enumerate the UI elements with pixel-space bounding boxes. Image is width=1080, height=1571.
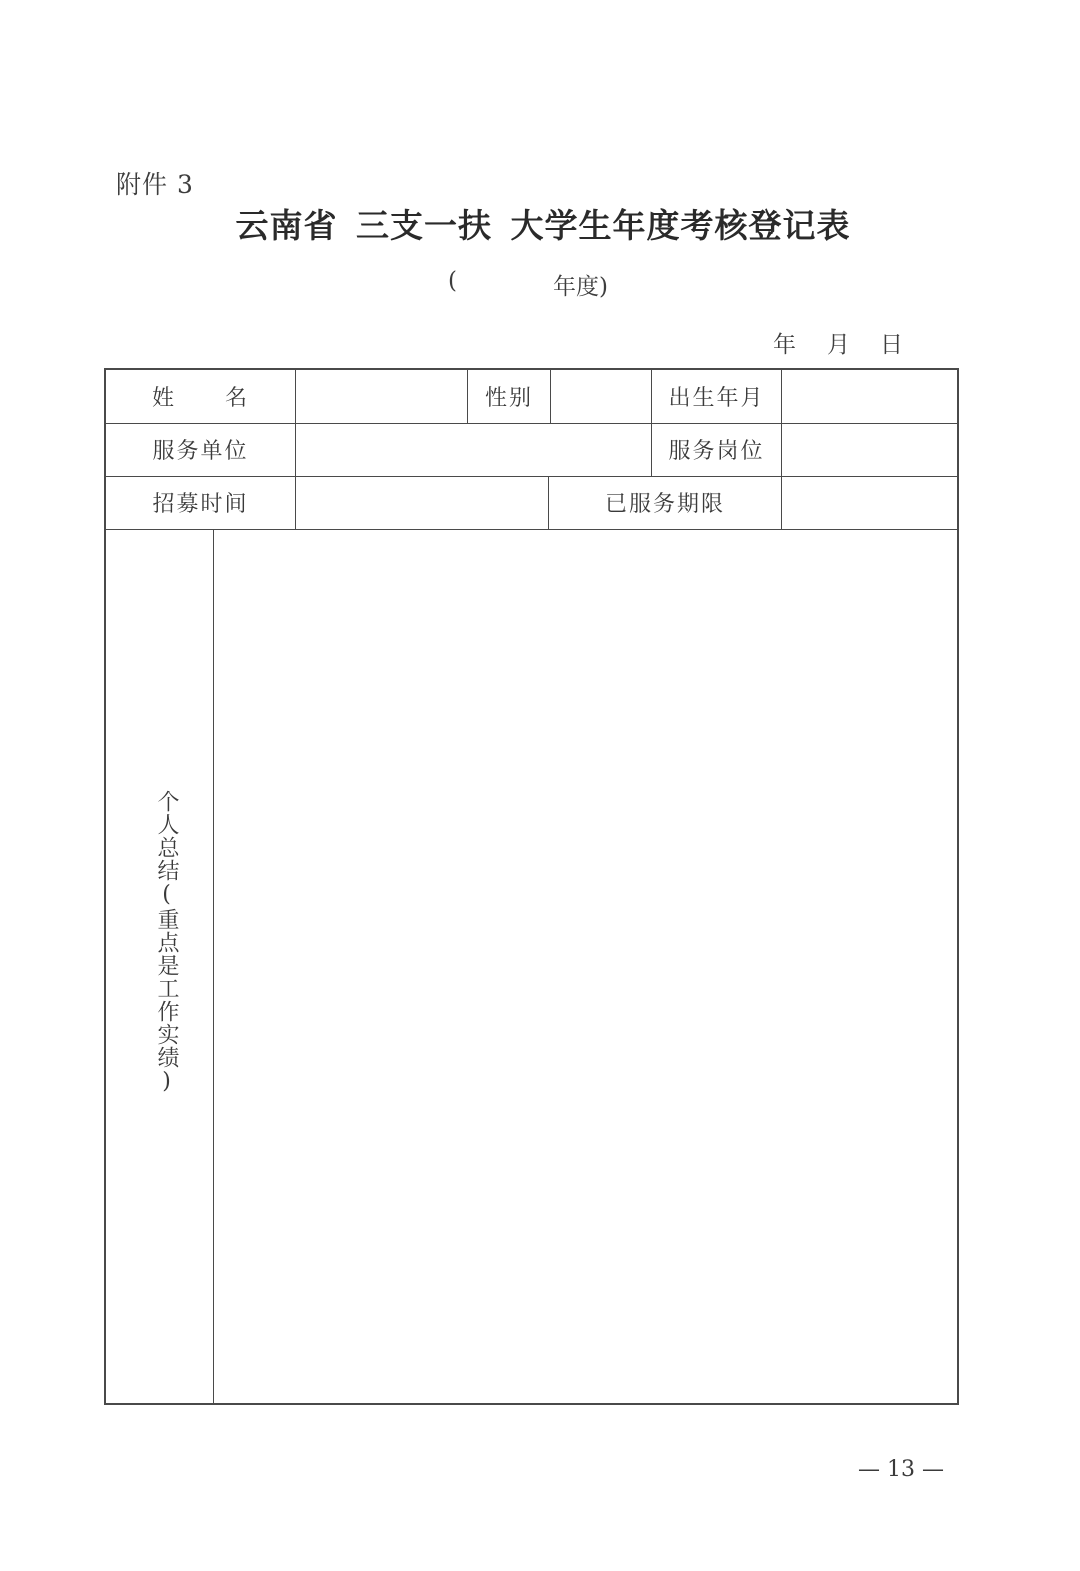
date-month-label: 月 (827, 332, 850, 358)
title-form-name: 大学生年度考核登记表 (510, 206, 851, 245)
service-unit-label: 服务单位 (152, 439, 249, 464)
name-field[interactable] (297, 370, 466, 423)
personal-summary-label: 个人总结(重点是工作实绩) (154, 790, 179, 1095)
birth-field[interactable] (783, 370, 957, 423)
birth-label: 出生年月 (668, 386, 765, 411)
name-label-text: 姓 名 (152, 386, 249, 411)
service-post-label: 服务岗位 (668, 439, 765, 464)
row-divider-3 (106, 529, 959, 530)
date-year-label: 年 (773, 332, 796, 358)
service-post-field[interactable] (783, 423, 957, 476)
personal-summary-field[interactable] (215, 531, 957, 1403)
attachment-label: 附件 3 (116, 170, 194, 199)
col-divider (213, 529, 214, 1403)
gender-field[interactable] (552, 370, 650, 423)
name-label (106, 370, 295, 423)
service-unit-field[interactable] (297, 423, 650, 476)
title-program: 三支一扶 (356, 206, 492, 245)
year-open-paren: ( (448, 268, 457, 294)
year-label: 年度) (553, 274, 608, 300)
date-day-label: 日 (880, 332, 903, 358)
served-period-label: 已服务期限 (604, 492, 725, 517)
recruit-time-label: 招募时间 (152, 492, 249, 517)
page-title (0, 200, 1080, 247)
registration-form-table (104, 368, 959, 1405)
col-divider (781, 370, 782, 529)
col-divider (295, 370, 296, 529)
recruit-time-field[interactable] (297, 476, 547, 529)
served-period-field[interactable] (783, 476, 957, 529)
col-divider (550, 370, 551, 423)
page-number: — 13 — (858, 1457, 944, 1482)
title-province: 云南省 (235, 206, 338, 245)
gender-label: 性别 (484, 386, 533, 411)
